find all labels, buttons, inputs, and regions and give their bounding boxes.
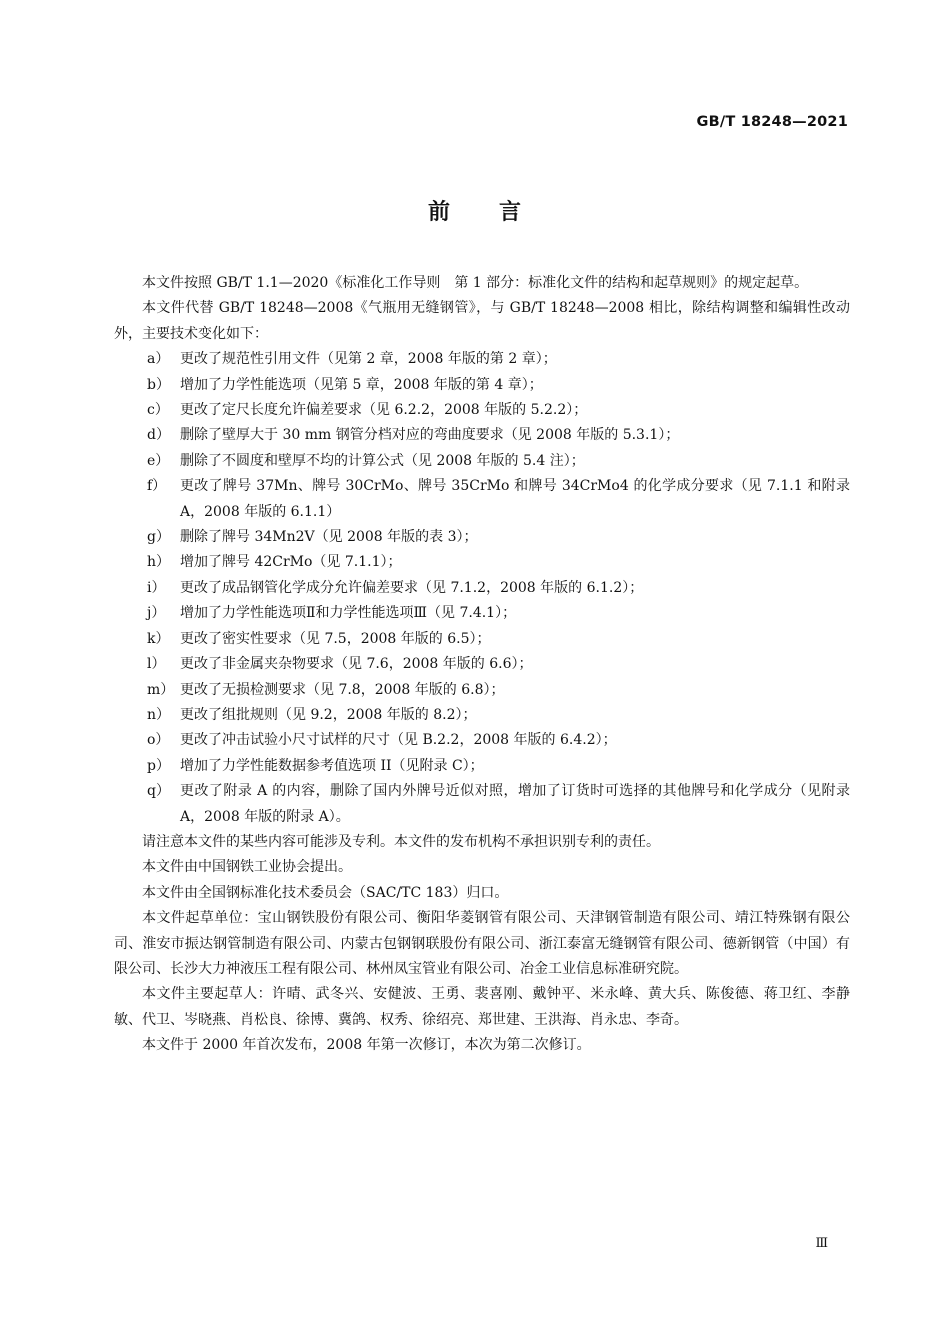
list-item bbox=[114, 754, 850, 779]
paragraph-committee: 本文件由全国钢标准化技术委员会（SAC/TC 183）归口。 bbox=[142, 884, 509, 901]
list-text: 增加了力学性能数据参考值选项 II（见附录 C）； bbox=[180, 757, 484, 774]
list-text: 更改了组批规则（见 9.2，2008 年版的 8.2）； bbox=[180, 706, 477, 723]
list-text: 增加了牌号 42CrMo（见 7.1.1）； bbox=[180, 554, 402, 571]
list-text: 增加了力学性能选项Ⅱ和力学性能选项Ⅲ（见 7.4.1）； bbox=[180, 605, 517, 622]
list-marker: i） bbox=[147, 579, 166, 596]
list-item bbox=[114, 423, 850, 448]
list-marker: d） bbox=[147, 427, 170, 444]
paragraph-drafters: 本文件主要起草人：许晴、武冬兴、安健波、王勇、裴喜刚、戴钟平、米永峰、黄大兵、陈俊德、蒋卫红、李静敏、代卫、岑晓燕、肖松良、徐博、冀鸽、权秀、徐绍亮、郑世建、王洪海、肖永忠、李奇。 bbox=[114, 986, 850, 1028]
paragraph-proposer: 本文件由中国钢铁工业协会提出。 bbox=[142, 859, 352, 876]
list-text: 更改了定尺长度允许偏差要求（见 6.2.2，2008 年版的 5.2.2）； bbox=[180, 402, 588, 419]
list-text: 更改了规范性引用文件（见第 2 章，2008 年版的第 2 章）； bbox=[180, 351, 557, 368]
list-item bbox=[114, 398, 850, 423]
list-item bbox=[114, 728, 850, 753]
list-text: 更改了牌号 37Mn、牌号 30CrMo、牌号 35CrMo 和牌号 34CrMo4 的化学成分要求（见 7.1.1 和附录 A，2008 年版的 6.1.1） bbox=[180, 478, 850, 520]
list-item bbox=[114, 525, 850, 550]
title-char-right: 言 bbox=[499, 200, 523, 225]
list-marker: a） bbox=[147, 351, 170, 368]
paragraph-replaces: 本文件代替 GB/T 18248—2008《气瓶用无缝钢管》，与 GB/T 18248—2008 相比，除结构调整和编辑性改动外，主要技术变化如下： bbox=[114, 300, 850, 342]
title-char-left: 前 bbox=[427, 200, 451, 225]
list-item bbox=[114, 550, 850, 575]
list-text: 增加了力学性能选项（见第 5 章，2008 年版的第 4 章）； bbox=[180, 376, 543, 393]
list-marker: o） bbox=[147, 732, 170, 749]
list-marker: n） bbox=[147, 706, 171, 723]
page-number: Ⅲ bbox=[815, 1236, 828, 1251]
list-marker: g） bbox=[147, 529, 170, 546]
list-text: 删除了牌号 34Mn2V（见 2008 年版的表 3）； bbox=[180, 529, 478, 546]
list-item bbox=[114, 347, 850, 372]
list-item bbox=[114, 652, 850, 677]
standard-number: GB/T 18248—2021 bbox=[696, 114, 848, 130]
paragraph-patent: 请注意本文件的某些内容可能涉及专利。本文件的发布机构不承担识别专利的责任。 bbox=[142, 833, 660, 850]
list-marker: b） bbox=[147, 376, 170, 393]
list-item bbox=[114, 474, 850, 525]
page-title bbox=[0, 195, 950, 226]
list-text: 更改了成品钢管化学成分允许偏差要求（见 7.1.2，2008 年版的 6.1.2）； bbox=[180, 579, 644, 596]
list-text: 删除了不圆度和壁厚不均的计算公式（见 2008 年版的 5.4 注）； bbox=[180, 452, 585, 469]
list-marker: q） bbox=[147, 783, 170, 800]
paragraph-drafting-units: 本文件起草单位：宝山钢铁股份有限公司、衡阳华菱钢管有限公司、天津钢管制造有限公司、靖江特殊钢有限公司、淮安市振达钢管制造有限公司、内蒙古包钢钢联股份有限公司、浙江泰富无缝钢管有限公司、德新钢管（中国）有限公司、长沙大力神液压工程有限公司、林州凤宝管业有限公司、冶金工业信息标准研究院。 bbox=[114, 910, 850, 977]
list-text: 更改了无损检测要求（见 7.8，2008 年版的 6.8）； bbox=[180, 681, 505, 698]
list-item bbox=[114, 373, 850, 398]
list-item bbox=[114, 576, 850, 601]
list-marker: p） bbox=[147, 757, 170, 774]
paragraph-history: 本文件于 2000 年首次发布，2008 年第一次修订，本次为第二次修订。 bbox=[142, 1037, 591, 1054]
list-item bbox=[114, 678, 850, 703]
list-text: 更改了非金属夹杂物要求（见 7.6，2008 年版的 6.6）； bbox=[180, 656, 533, 673]
list-marker: j） bbox=[147, 605, 166, 622]
list-item bbox=[114, 601, 850, 626]
list-text: 更改了附录 A 的内容，删除了国内外牌号近似对照，增加了订货时可选择的其他牌号和化学成分（见附录 A，2008 年版的附录 A）。 bbox=[180, 783, 850, 825]
list-text: 更改了冲击试验小尺寸试样的尺寸（见 B.2.2，2008 年版的 6.4.2）； bbox=[180, 732, 617, 749]
list-marker: m） bbox=[147, 681, 175, 698]
list-marker: e） bbox=[147, 452, 170, 469]
list-text: 删除了壁厚大于 30 mm 钢管分档对应的弯曲度要求（见 2008 年版的 5.3.1）； bbox=[180, 427, 680, 444]
list-text: 更改了密实性要求（见 7.5，2008 年版的 6.5）； bbox=[180, 630, 491, 647]
list-marker: f） bbox=[147, 478, 167, 495]
list-marker: l） bbox=[147, 656, 166, 673]
list-item bbox=[114, 627, 850, 652]
list-item bbox=[114, 703, 850, 728]
list-marker: c） bbox=[147, 402, 169, 419]
list-item bbox=[114, 779, 850, 830]
foreword-body bbox=[114, 271, 850, 1059]
paragraph-basis: 本文件按照 GB/T 1.1—2020《标准化工作导则 第 1 部分：标准化文件的结构和起草规则》的规定起草。 bbox=[142, 275, 809, 291]
list-marker: h） bbox=[147, 554, 171, 571]
list-item bbox=[114, 449, 850, 474]
list-marker: k） bbox=[147, 630, 170, 647]
